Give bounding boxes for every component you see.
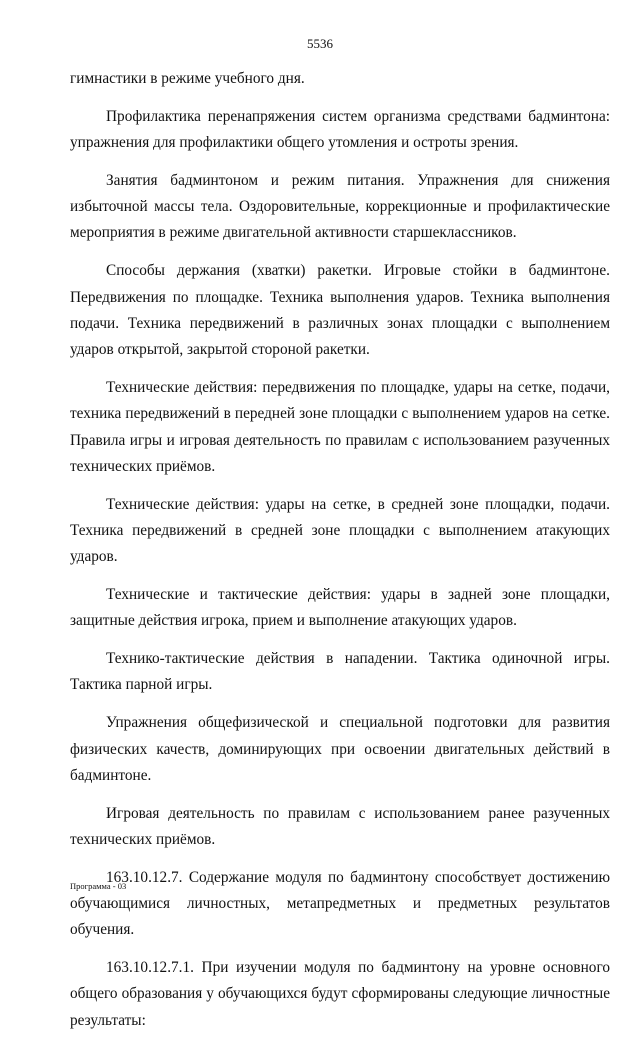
paragraph: Технико-тактические действия в нападении. Тактика одиночной игры. Тактика парной игры. (70, 650, 610, 694)
paragraph: Технические и тактические действия: удары в задней зоне площадки, защитные действия игрока, прием и выполнение атакующих ударов. (70, 586, 610, 630)
paragraph: Игровая деятельность по правилам с использованием ранее разученных технических приёмов. (70, 804, 610, 848)
page-number: 5536 (307, 36, 333, 51)
paragraph: Технические действия: удары на сетке, в средней зоне площадки, подачи. Техника передвижений в средней зоне площадки с выполнением атакующих ударов. (70, 495, 610, 566)
paragraph-continuation: гимнастики в режиме учебного дня. (70, 70, 305, 87)
paragraph: Профилактика перенапряжения систем организма средствами бадминтона: упражнения для профилактики общего утомления и остроты зрения. (70, 107, 610, 152)
document-body (70, 66, 610, 1046)
paragraph: Способы держания (хватки) ракетки. Игровые стойки в бадминтоне. Передвижения по площадке. Техника выполнения ударов. Техника выполнения подачи. Техника передвижений в различных зонах площадки с выполнением ударов открытой, закрытой стороной ракетки. (70, 262, 610, 359)
paragraph: Технические действия: передвижения по площадке, удары на сетке, подачи, техника передвижений в передней зоне площадки с выполнением ударов на сетке. Правила игры и игровая деятельность по правилам с использованием разученных технических приёмов. (70, 378, 610, 475)
paragraph-section-163-10-12-7-1: 163.10.12.7.1. При изучении модуля по бадминтону на уровне основного общего образования у обучающихся будут сформированы следующие личностные результаты: (70, 959, 610, 1029)
paragraph-section-163-10-12-7: 163.10.12.7. Содержание модуля по бадминтону способствует достижению обучающимися личностных, метапредметных и предметных результатов обучения. (70, 868, 610, 939)
page-footer: Программа - 03 (70, 881, 127, 891)
paragraph: Упражнения общефизической и специальной подготовки для развития физических качеств, доминирующих при освоении двигательных действий в бадминтоне. (70, 714, 610, 784)
paragraph: Занятия бадминтоном и режим питания. Упражнения для снижения избыточной массы тела. Оздоровительные, коррекционные и профилактические мероприятия в режиме двигательной активности старшеклассников. (70, 171, 610, 242)
